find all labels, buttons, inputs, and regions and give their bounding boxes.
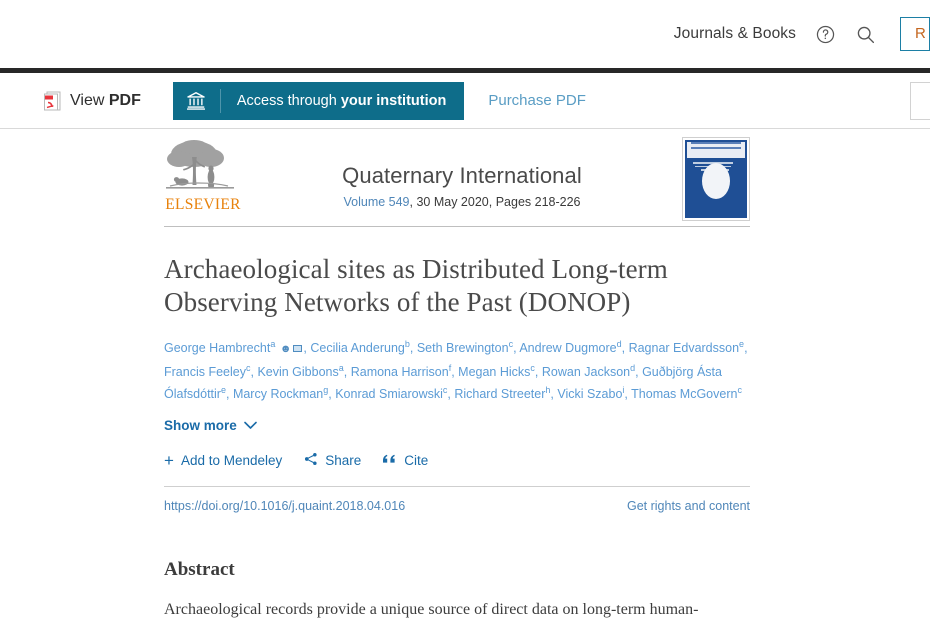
- show-more-label: Show more: [164, 417, 237, 433]
- access-through-institution-button[interactable]: [173, 82, 465, 120]
- author-name[interactable]: Andrew Dugmore: [519, 341, 617, 356]
- author-affiliation-marker[interactable]: d: [630, 362, 636, 373]
- author-name[interactable]: Rowan Jackson: [541, 364, 631, 379]
- author-affiliation-marker[interactable]: e: [739, 339, 745, 349]
- nav-journals-and-books[interactable]: Journals & Books: [673, 25, 796, 42]
- share-button[interactable]: [304, 452, 361, 469]
- article-page: [0, 129, 930, 620]
- journal-pages: Pages 218-226: [495, 195, 581, 209]
- plus-icon: +: [164, 450, 174, 470]
- author-name[interactable]: Ramona Harrison: [350, 364, 449, 379]
- journal-issue-info: [242, 195, 682, 209]
- author-name[interactable]: Kevin Gibbons: [257, 364, 339, 379]
- author-affiliation-marker[interactable]: c: [508, 339, 514, 349]
- author-name[interactable]: George Hambrecht: [164, 341, 271, 356]
- author-affiliation-marker[interactable]: c: [737, 385, 742, 396]
- author-name[interactable]: Ragnar Edvardsson: [628, 341, 740, 356]
- article-quick-actions: [164, 452, 750, 469]
- view-pdf-label: [70, 92, 141, 110]
- doi-link[interactable]: https://doi.org/10.1016/j.quaint.2018.04.016: [164, 498, 406, 513]
- author-profile-icon[interactable]: ☻: [279, 343, 292, 356]
- author-name[interactable]: Thomas McGovern: [631, 387, 738, 402]
- access-through-institution-label: [221, 93, 465, 109]
- show-more-authors-button[interactable]: [164, 418, 257, 433]
- search-icon[interactable]: [854, 23, 876, 45]
- author-affiliation-marker[interactable]: e: [220, 385, 226, 396]
- journal-issue-date: 30 May 2020: [416, 195, 489, 209]
- author-affiliation-marker[interactable]: c: [245, 362, 251, 373]
- chevron-down-icon: [244, 418, 257, 433]
- author-name[interactable]: Richard Streeter: [454, 387, 546, 402]
- author-affiliation-marker[interactable]: c: [442, 385, 448, 396]
- author-affiliation-marker[interactable]: f: [448, 362, 452, 373]
- author-name[interactable]: Konrad Smiarowski: [335, 387, 443, 402]
- share-nodes-icon: [304, 452, 318, 469]
- journal-title-block: [242, 137, 682, 209]
- view-pdf-prefix: View: [70, 91, 109, 109]
- share-label: Share: [325, 452, 362, 468]
- author-affiliation-marker[interactable]: h: [545, 385, 551, 396]
- abstract-text: Archaeological records provide a unique source of direct data on long-term human-: [164, 600, 699, 618]
- institution-label-prefix: Access through: [236, 92, 341, 109]
- register-button[interactable]: R: [900, 17, 930, 51]
- elsevier-tree-icon: [164, 137, 236, 197]
- journal-volume-link[interactable]: Volume 549: [343, 195, 410, 209]
- doi-row: [164, 486, 750, 513]
- author-name[interactable]: Megan Hicks: [458, 364, 531, 379]
- view-pdf-strong: PDF: [108, 91, 141, 109]
- cite-button[interactable]: [383, 453, 428, 468]
- author-list-rest: ,: [303, 341, 311, 356]
- author-affiliation-marker[interactable]: a: [270, 339, 276, 349]
- top-nav-right-group: [674, 17, 930, 51]
- quote-icon: [383, 453, 397, 468]
- author-name[interactable]: Vicki Szabo: [557, 387, 623, 402]
- purchase-pdf-link[interactable]: Purchase PDF: [488, 92, 586, 109]
- cite-label: Cite: [404, 452, 429, 468]
- article-action-toolbar: [0, 73, 930, 129]
- add-to-mendeley-label: Add to Mendeley: [180, 452, 283, 468]
- institution-label-strong: your institution: [340, 92, 447, 109]
- author-affiliation-marker[interactable]: g: [323, 385, 329, 396]
- author-affiliation-marker[interactable]: d: [616, 339, 622, 349]
- author-affiliation-marker[interactable]: c: [530, 362, 535, 373]
- toolbar-overflow-box[interactable]: [910, 82, 930, 120]
- author-name[interactable]: Guðbjörg Ásta Ólafsdóttir: [164, 364, 722, 402]
- institution-bank-icon: [173, 89, 221, 113]
- author-affiliation-marker[interactable]: a: [338, 362, 344, 373]
- view-pdf-button[interactable]: [44, 91, 141, 111]
- article-title: Archaeological sites as Distributed Long-term Observing Networks of the Past (DONOP): [164, 254, 668, 317]
- author-name[interactable]: Marcy Rockman: [232, 387, 324, 402]
- author-affiliation-marker[interactable]: b: [404, 339, 410, 349]
- elsevier-wordmark: ELSEVIER: [165, 196, 241, 213]
- add-to-mendeley-button[interactable]: [164, 452, 282, 469]
- journal-sub-sep-2: ,: [488, 195, 496, 209]
- abstract-heading: Abstract: [164, 558, 235, 580]
- elsevier-logo: [164, 137, 242, 214]
- author-affiliation-marker[interactable]: i: [622, 385, 625, 396]
- journal-cover-thumbnail[interactable]: [682, 137, 750, 221]
- author-list: George Hambrecht$^a$ ☻ , Cecilia Anderung$^b$, Seth Brewington$^c$, Andrew Dugmore$^d$, Ragnar Edvardsson$^e$, Francis Feeley$^c$, Kevin Gibbons$^a$, Ramona Harrison$^f$, Megan Hicks$^c$, Rowan Jackson$^d$, Guðbjörg Ásta Ólafsdóttir$^e$, Marcy Rockman$^g$, Konrad Smiarowski$^c$, Richard Streeter$^h$, Vicki Szabo$^i$, Thomas McGovern$^c$: [164, 339, 748, 402]
- pdf-file-icon: [44, 91, 61, 111]
- top-navigation-bar: [0, 0, 930, 68]
- author-name[interactable]: Francis Feeley: [164, 364, 246, 379]
- article-container: [164, 129, 750, 620]
- get-rights-and-content-link[interactable]: Get rights and content: [627, 498, 750, 513]
- journal-name: Quaternary International: [342, 163, 582, 188]
- journal-header: [164, 129, 750, 227]
- author-name[interactable]: Cecilia Anderung: [310, 341, 405, 356]
- journal-sub-sep-1: ,: [409, 195, 417, 209]
- author-name[interactable]: Seth Brewington: [416, 341, 509, 356]
- help-circle-icon[interactable]: [814, 23, 836, 45]
- author-email-icon[interactable]: [293, 345, 302, 352]
